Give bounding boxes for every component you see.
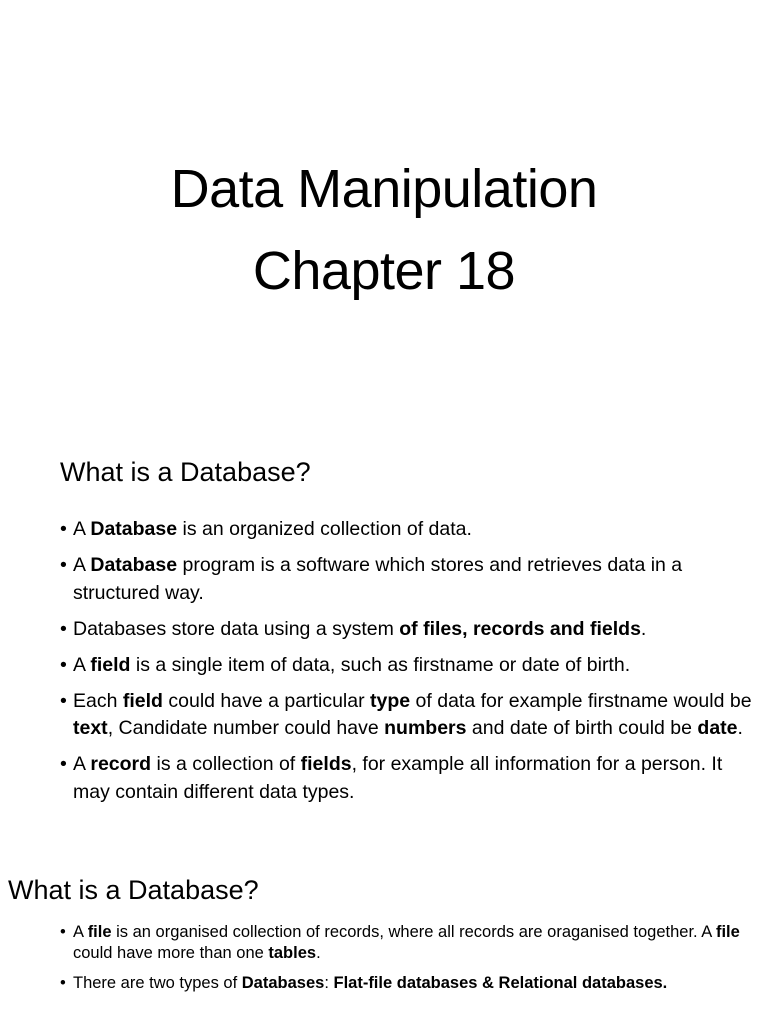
bold-term: field [90,653,131,676]
bold-term: file [715,923,740,941]
bold-term: of files, records and fields [399,617,641,640]
bold-term: Databases [241,974,325,992]
bullet-list [60,922,740,1003]
bold-term: field [122,689,163,712]
slide-title [0,0,768,432]
bullet-item: • There are two types of Databases: Flat-file databases & Relational databases. [60,973,740,994]
slide-what-is-database-1 [0,432,768,864]
bold-term: Database [90,554,178,576]
bullet-item: • A Database program is a software which stores and retrieves data in a structured way. [60,552,760,607]
bullet-item: • A file is an organised collection of records, where all records are oraganised together. A file could have more than one tables. [60,922,740,964]
slide-heading: What is a Database? [8,875,259,905]
bullet-item: • Databases store data using a system of files, records and fields. [60,616,760,644]
bold-term: numbers [384,717,467,739]
bold-term: record [90,753,152,775]
bullet-item: • A Database is an organized collection of data. [60,516,760,544]
bullet-item: • Each field could have a particular type of data for example firstname would be text, Candidate number could have numbers and date of birth could be date. [60,688,760,743]
bold-term: Database [90,518,178,540]
bold-term: type [370,689,411,712]
slide-what-is-database-2 [0,864,768,1024]
slide-heading: What is a Database? [60,457,311,487]
title-main: Data Manipulation [170,159,598,219]
bold-term: date [697,717,738,739]
bold-term: Flat-file databases & Relational databases. [333,974,668,992]
bullet-item: • A record is a collection of fields, for example all information for a person. It may contain different data types. [60,751,760,806]
title-block [0,148,768,312]
bullet-item: • A field is a single item of data, such as firstname or date of birth. [60,652,760,680]
bold-term: tables [268,944,317,962]
bold-term: file [87,923,112,941]
bullet-list [60,516,760,815]
bold-term: fields [300,753,352,775]
title-chapter: Chapter 18 [252,241,516,301]
bold-term: text [73,717,108,739]
